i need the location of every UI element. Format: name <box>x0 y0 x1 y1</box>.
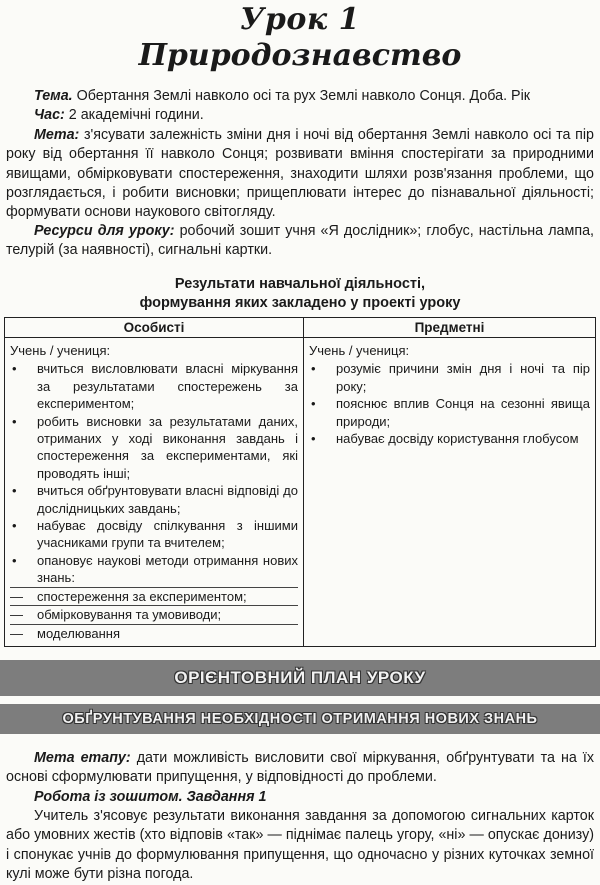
time-text: 2 академічні години. <box>64 107 204 123</box>
subject-intro: Учень / учениця: <box>309 343 410 358</box>
list-item: — спостереження за експериментом; <box>10 587 298 605</box>
stage-goal-label: Мета етапу: <box>34 750 131 766</box>
topic-text: Обертання Землі навколо осі та рух Землі навколо Сонця. Доба. Рік <box>72 88 531 104</box>
col-subject-header: Предметні <box>304 318 596 338</box>
list-item: — обмірковування та умовиводи; <box>10 605 298 623</box>
list-item: • вчиться висловлювати власні міркування за результатами спостережень за експериментом; <box>10 360 298 412</box>
results-heading-line1: Результати навчальної діяльності, <box>174 276 426 292</box>
list-item: • опановує наукові методи отримання нових знань: <box>10 552 298 587</box>
list-item: • набуває досвіду спілкування з іншими учасниками групи та вчителем; <box>10 517 298 552</box>
subject-cell <box>304 338 596 647</box>
table-body-row <box>5 338 596 647</box>
stage-banner-text: ОБҐРУНТУВАННЯ НЕОБХІДНОСТІ ОТРИМАННЯ НОВИХ ЗНАНЬ <box>62 711 538 727</box>
plan-banner <box>0 660 600 696</box>
personal-intro: Учень / учениця: <box>10 343 111 358</box>
methods-list <box>10 587 298 642</box>
task-heading: Робота із зошитом. Завдання 1 <box>34 789 267 805</box>
lesson-number: Урок 1 <box>240 2 360 37</box>
subject-title: Природознавство <box>138 38 462 73</box>
list-item: • розуміє причини змін дня і ночі та пір року; <box>309 360 590 395</box>
personal-cell <box>5 338 304 647</box>
resources-label: Ресурси для уроку: <box>34 223 175 239</box>
list-item: • робить висновки за результатами даних, отриманих у ході виконання завдань і спостереження за експериментами, які проводять інші; <box>10 413 298 483</box>
topic-paragraph <box>6 87 594 106</box>
stage-goal-text: дати можливість висловити свої міркування, обґрунтувати та на їх основі сформулювати припущення, у відповідності до проблеми. <box>6 750 595 786</box>
task-paragraph: Учитель з'ясовує результати виконання завдання за допомогою сигнальних карток або умовних жестів (хто відповів «так» — піднімає палець угору, «ні» — опускає донизу) і спонукає учнів до формулювання припущення, що одночасно у різних куточках земної кулі може бути різна погода. <box>6 808 594 882</box>
personal-list <box>10 360 298 586</box>
time-label: Час: <box>34 107 65 123</box>
results-heading-line2: формування яких закладено у проекті уроку <box>139 295 461 311</box>
resources-paragraph <box>6 222 594 261</box>
goal-paragraph <box>6 126 594 222</box>
goal-text: з'ясувати залежність зміни дня і ночі від обертання Землі навколо осі та пір року від обертання її навколо Сонця; розвивати вміння спостерігати за природними явищами, обмірковувати спостереження, знаходити шляхи розв'язання проблеми, що розглядається, і робити висновки; прищеплювати інтерес до пізнавальної діяльності; формувати основи наукового світогляду. <box>6 127 594 221</box>
stage-banner <box>0 704 600 734</box>
list-item: — моделювання <box>10 624 298 642</box>
plan-banner-text: ОРІЄНТОВНИЙ ПЛАН УРОКУ <box>174 668 426 687</box>
goal-label: Мета: <box>34 127 80 143</box>
col-personal-header: Особисті <box>5 318 304 338</box>
list-item: • вчиться обґрунтовувати власні відповіді до дослідницьких завдань; <box>10 482 298 517</box>
list-item: • пояснює вплив Сонця на сезонні явища природи; <box>309 395 590 430</box>
stage-goal-paragraph <box>6 749 594 788</box>
time-paragraph <box>6 106 594 125</box>
resources-text: робочий зошит учня «Я дослідник»; глобус, настільна лампа, телурій (за наявності), сигнальні картки. <box>6 223 595 259</box>
table-header-row <box>5 318 596 338</box>
results-table <box>4 317 596 647</box>
topic-label: Тема. <box>34 88 73 104</box>
list-item: • набуває досвіду користування глобусом <box>309 430 590 447</box>
subject-list <box>309 360 590 447</box>
